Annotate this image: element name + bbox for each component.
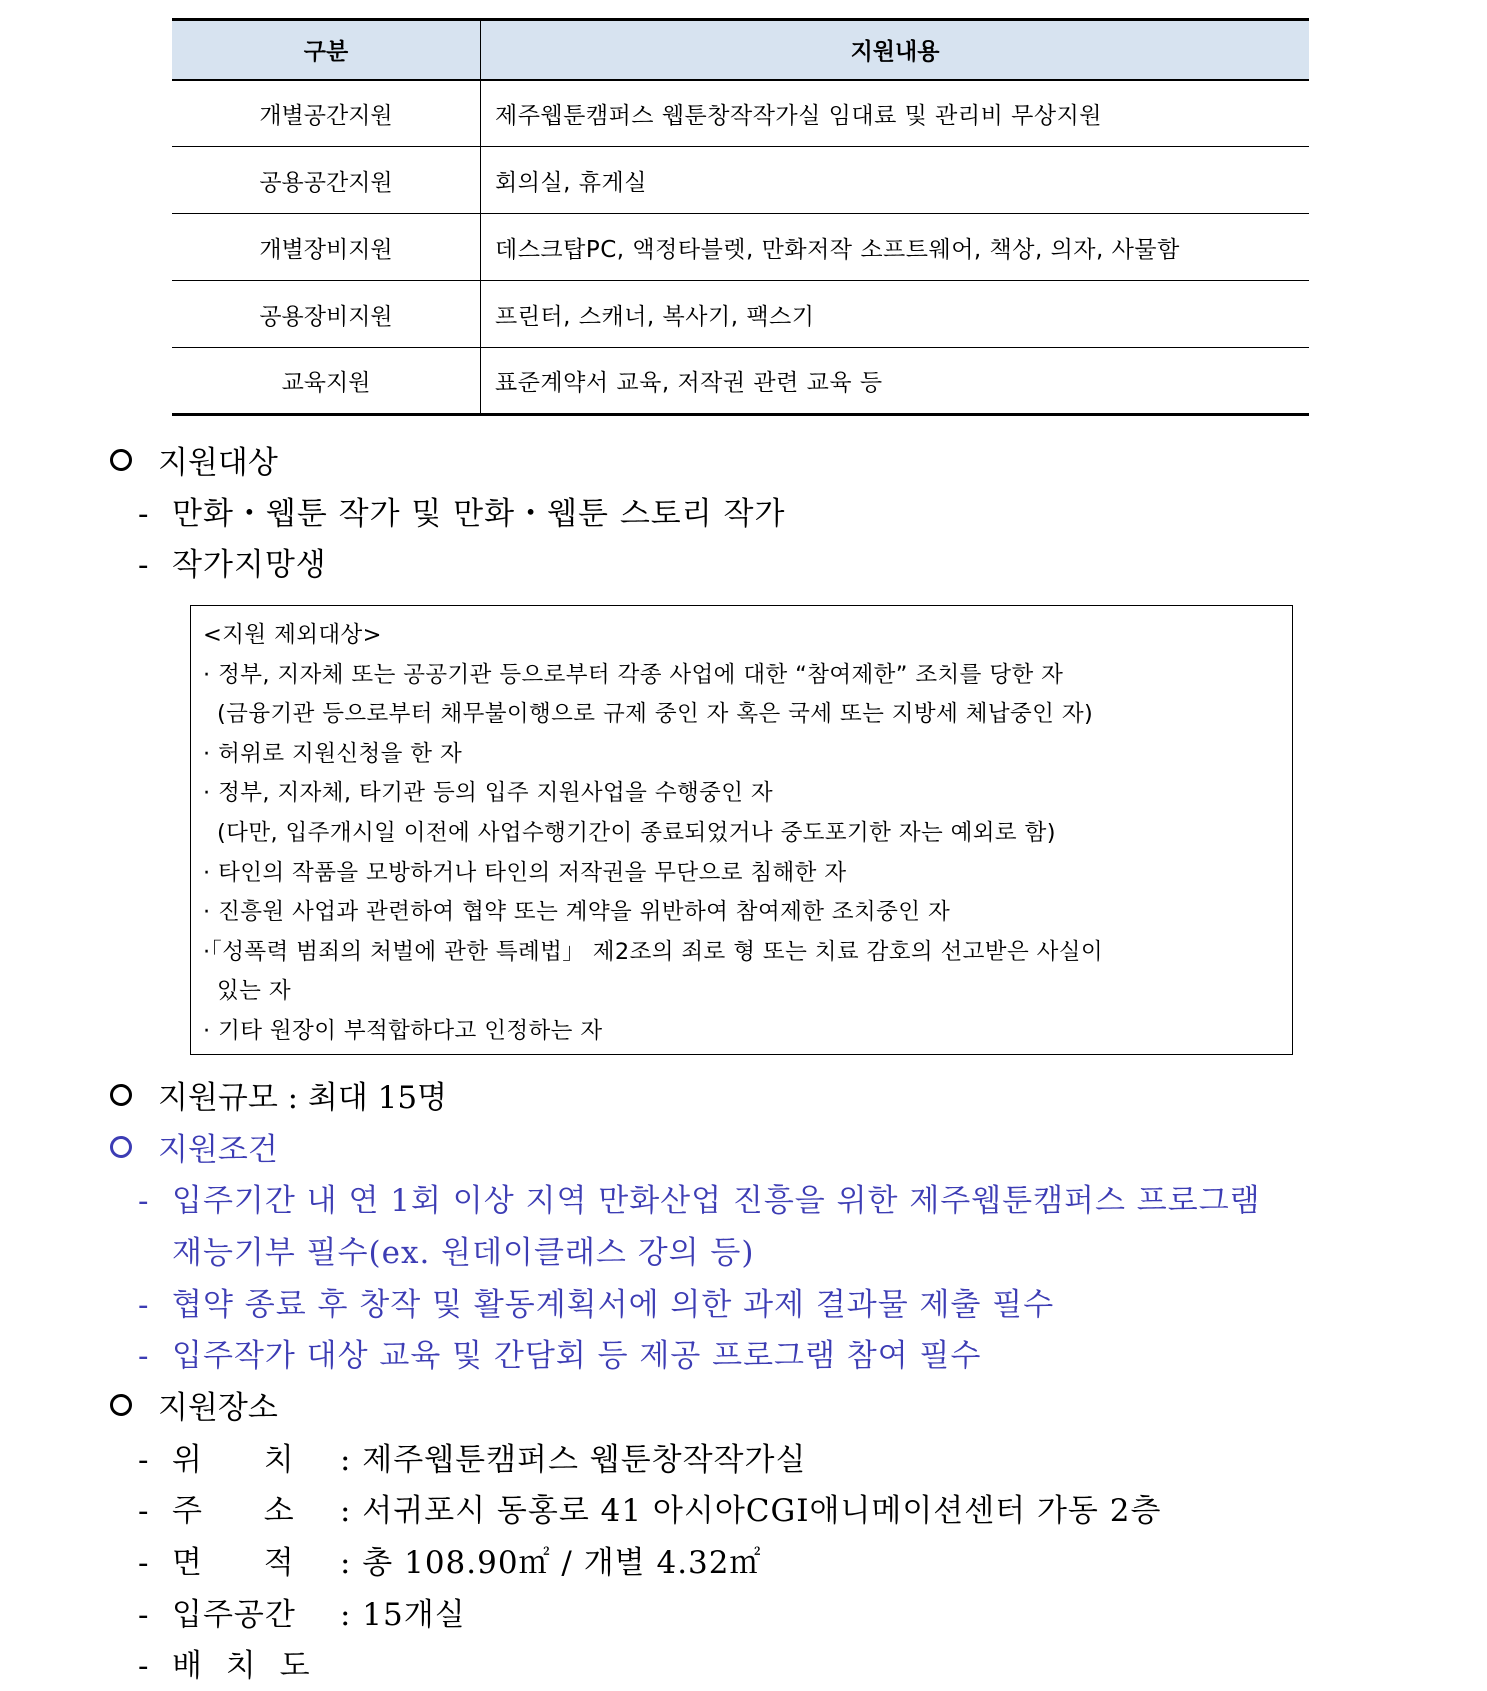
location-value: : 총 108.90㎡ / 개별 4.32㎡ (340, 1545, 762, 1581)
section-scale-heading (108, 1072, 447, 1117)
circle-bullet-icon (110, 1136, 132, 1158)
exclusion-line: · 진흥원 사업과 관련하여 협약 또는 계약을 위반하여 참여제한 조치중인 자 (203, 899, 951, 926)
dash-bullet: - (138, 1287, 150, 1323)
table-header-row (172, 20, 1309, 80)
circle-bullet-icon (110, 1394, 132, 1416)
list-item (138, 1537, 762, 1582)
circle-bullet-icon (110, 1084, 132, 1106)
dash-bullet: - (138, 547, 150, 583)
table-cell-content: 회의실, 휴게실 (481, 147, 1310, 214)
table-row (172, 281, 1309, 348)
section-location-heading (108, 1382, 278, 1427)
dash-bullet: - (138, 1648, 150, 1684)
exclusion-line: (금융기관 등으로부터 채무불이행으로 규제 중인 자 혹은 국세 또는 지방세 체납중인 자) (217, 701, 1094, 728)
table-cell-category: 공용공간지원 (172, 147, 481, 214)
table-row (172, 214, 1309, 281)
location-value: : 제주웹툰캠퍼스 웹툰창작작가실 (340, 1442, 807, 1478)
exclusion-title: <지원 제외대상> (203, 622, 382, 648)
section-conditions-heading (108, 1124, 278, 1169)
dash-bullet: - (138, 496, 150, 532)
section-title: 지원조건 (158, 1132, 278, 1168)
table-row (172, 348, 1309, 415)
table-cell-category: 공용장비지원 (172, 281, 481, 348)
exclusion-line: 있는 자 (217, 978, 291, 1005)
list-item: - 입주작가 대상 교육 및 간담회 등 제공 프로그램 참여 필수 (138, 1338, 982, 1374)
exclusion-line: · 허위로 지원신청을 한 자 (203, 740, 463, 767)
section-title: 지원대상 (158, 445, 278, 481)
location-value: : 서귀포시 동홍로 41 아시아CGI애니메이션센터 가동 2층 (340, 1493, 1162, 1529)
table-row (172, 80, 1309, 147)
list-item (138, 1485, 1161, 1530)
list-item (138, 1434, 806, 1479)
exclusion-line: ·「성폭력 범죄의 처벌에 관한 특례법」 제2조의 죄로 형 또는 치료 감호의 선고받은 사실이 (203, 938, 1104, 965)
exclusion-line: (다만, 입주개시일 이전에 사업수행기간이 종료되었거나 중도포기한 자는 예외로 함) (217, 819, 1056, 846)
exclusion-box (190, 605, 1293, 1055)
exclusion-line: · 정부, 지자체 또는 공공기관 등으로부터 각종 사업에 대한 “참여제한” 조치를 당한 자 (203, 661, 1064, 688)
table-cell-content: 데스크탑PC, 액정타블렛, 만화저작 소프트웨어, 책상, 의자, 사물함 (481, 214, 1310, 281)
location-label: 배 치 도 (172, 1648, 311, 1684)
dash-bullet: - (138, 1183, 150, 1219)
exclusion-line: · 타인의 작품을 모방하거나 타인의 저작권을 무단으로 침해한 자 (203, 859, 847, 886)
list-item: - 입주기간 내 연 1회 이상 지역 만화산업 진흥을 위한 제주웹툰캠퍼스 프로그램 (138, 1183, 1261, 1219)
section-title: 지원규모 : 최대 15명 (158, 1080, 448, 1116)
table-cell-content: 프린터, 스캐너, 복사기, 팩스기 (481, 281, 1310, 348)
list-item: - 작가지망생 (138, 547, 327, 583)
list-item-continuation: 재능기부 필수(ex. 원데이클래스 강의 등) (172, 1235, 755, 1271)
table-cell-content: 제주웹툰캠퍼스 웹툰창작작가실 임대료 및 관리비 무상지원 (481, 80, 1310, 147)
table-cell-content: 표준계약서 교육, 저작권 관련 교육 등 (481, 348, 1310, 415)
table-row (172, 147, 1309, 214)
circle-bullet-icon (110, 449, 132, 471)
exclusion-line: · 기타 원장이 부적합하다고 인정하는 자 (203, 1017, 603, 1044)
table-cell-category: 교육지원 (172, 348, 481, 415)
dash-bullet: - (138, 1545, 150, 1581)
dash-bullet: - (138, 1493, 150, 1529)
location-label: 위 치 (172, 1442, 295, 1478)
section-title: 지원장소 (158, 1390, 278, 1426)
list-item: - 협약 종료 후 창작 및 활동계획서에 의한 과제 결과물 제출 필수 (138, 1287, 1055, 1323)
column-header-category: 구분 (172, 20, 481, 80)
support-table (172, 18, 1309, 416)
table-cell-category: 개별장비지원 (172, 214, 481, 281)
dash-bullet: - (138, 1338, 150, 1374)
column-header-content: 지원내용 (481, 20, 1310, 80)
list-item (138, 1589, 466, 1634)
exclusion-line: · 정부, 지자체, 타기관 등의 입주 지원사업을 수행중인 자 (203, 780, 774, 807)
location-label: 입주공간 (172, 1597, 296, 1633)
dash-bullet: - (138, 1442, 150, 1478)
location-label: 면 적 (172, 1545, 295, 1581)
list-item (138, 1640, 311, 1685)
location-label: 주 소 (172, 1493, 295, 1529)
location-value: : 15개실 (340, 1597, 466, 1633)
table-cell-category: 개별공간지원 (172, 80, 481, 147)
dash-bullet: - (138, 1597, 150, 1633)
list-item: - 만화・웹툰 작가 및 만화・웹툰 스토리 작가 (138, 496, 786, 532)
section-target-heading (108, 437, 278, 482)
